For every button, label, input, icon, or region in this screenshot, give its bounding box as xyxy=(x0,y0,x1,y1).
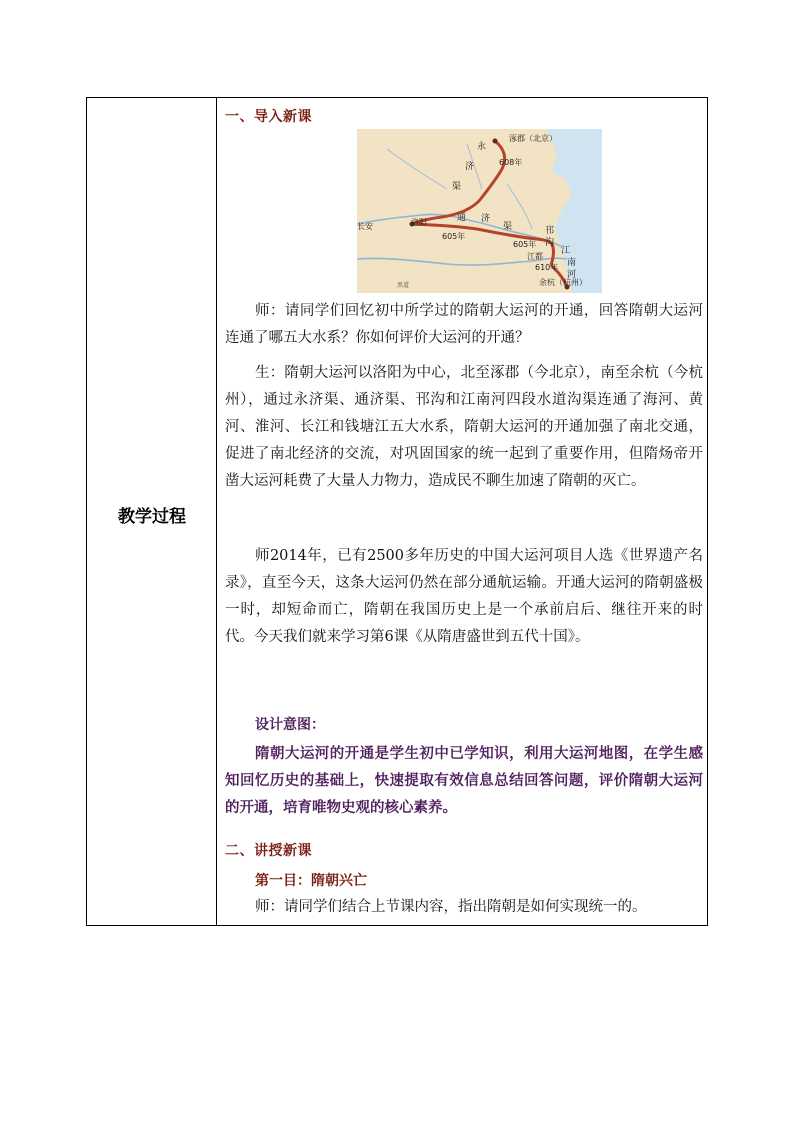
label-han: 邗 xyxy=(545,226,555,236)
design-intent-text: 隋朝大运河的开通是学生初中已学知识，利用大运河地图，在学生感知回忆历史的基础上，快速提取有效信息总结回答问题，评价隋朝大运河的开通，培育唯物史观的核心素养。 xyxy=(225,745,703,816)
lesson-table xyxy=(86,97,708,926)
label-changan: 长安 xyxy=(357,222,373,231)
grand-canal-map xyxy=(357,129,602,293)
label-jiangdu: 江都 xyxy=(527,252,543,261)
label-luoyang: 洛阳 xyxy=(411,218,427,227)
section1-teacher-intro: 师2014年，已有2500多年历史的中国大运河项目人选《世界遗产名录》，直至今天，这条大运河仍然在部分通航运输。开通大运河的隋朝盛极一时，却短命而亡，隋朝在我国历史上是一个承前启后、继往开来的时代。今天我们就来学习第6课《从隋唐盛世到五代十国》。 xyxy=(225,548,703,645)
section2-title: 二、讲授新课 xyxy=(225,843,312,859)
label-column xyxy=(87,98,217,925)
label-608: 608年 xyxy=(499,158,523,167)
label-qu2: 渠 xyxy=(503,222,513,232)
label-yong: 永 xyxy=(477,142,487,152)
label-610: 610年 xyxy=(535,263,559,272)
label-gou: 沟 xyxy=(545,238,555,248)
section1-teacher-question: 师：请同学们回忆初中所学过的隋朝大运河的开通，回答隋朝大运河连通了哪五大水系？你如何评价大运河的开通？ xyxy=(225,303,703,346)
label-jiang: 江 xyxy=(561,246,571,256)
label-he: 河 xyxy=(567,270,577,280)
section2-teacher-question: 师：请同学们结合上节课内容，指出隋朝是如何实现统一的。 xyxy=(255,899,647,915)
section1-title: 一、导入新课 xyxy=(225,109,312,125)
label-yuhang: 余杭（杭州） xyxy=(539,278,587,287)
design-intent-label: 设计意图： xyxy=(255,717,325,733)
label-qu1: 渠 xyxy=(452,182,462,192)
row-label: 教学过程 xyxy=(118,507,186,527)
label-tong: 通 xyxy=(457,213,467,223)
section2-subtitle: 第一目：隋朝兴亡 xyxy=(255,873,367,889)
label-zhuojun: 涿郡（北京） xyxy=(509,134,557,143)
zhuojun-dot xyxy=(493,139,498,144)
section1-student-answer: 生：隋朝大运河以洛阳为中心，北至涿郡（今北京），南至余杭（今杭州），通过永济渠、通济渠、邗沟和江南河四段水道沟渠连通了海河、黄河、淮河、长江和钱塘江五大水系，隋朝大运河的开通加强了南北交通，促进了南北经济的交流，对巩固国家的统一起到了重要作用，但隋炀帝开凿大运河耗费了大量人力物力，造成民不聊生加速了隋朝的灭亡。 xyxy=(225,365,703,489)
label-small: 黑道 xyxy=(397,282,410,289)
label-nan: 南 xyxy=(567,258,577,268)
label-ji1: 济 xyxy=(465,162,475,172)
label-605a: 605年 xyxy=(442,232,466,241)
label-605b: 605年 xyxy=(513,240,537,249)
label-ji2: 济 xyxy=(481,214,491,224)
